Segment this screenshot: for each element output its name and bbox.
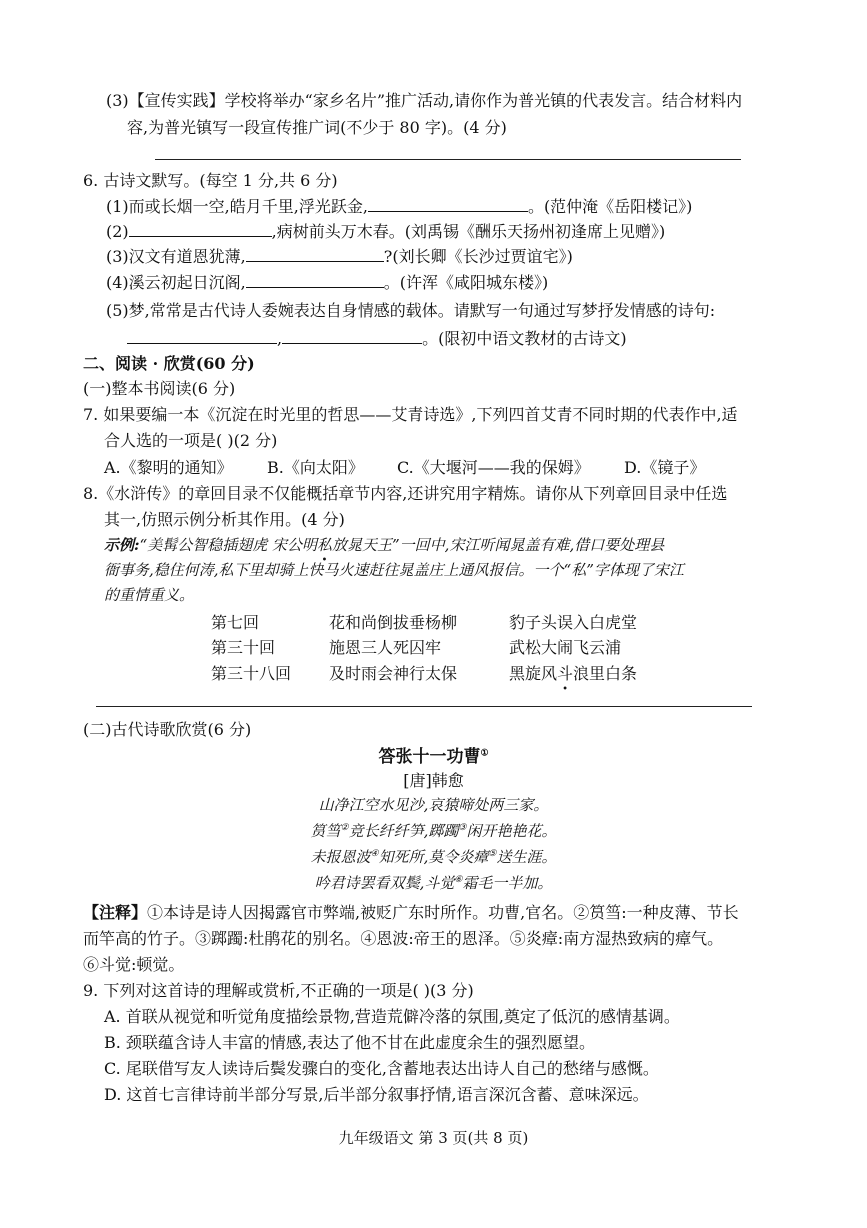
fill-blank[interactable]: [246, 271, 384, 288]
q5-3-line2: 容,为普光镇写一段宣传推广词(不少于 80 字)。(4 分): [127, 118, 507, 137]
chapter-title-a: 花和尚倒拔垂杨柳: [329, 613, 458, 632]
q9-option-d: D. 这首七言律诗前半部分写景,后半部分叙事抒情,语言深沉含蓄、意味深远。: [104, 1085, 649, 1104]
chapter-no: 第七回: [211, 613, 260, 632]
chapter-title-a: 及时雨会神行太保: [329, 664, 458, 683]
q9-option-c: C. 尾联借写友人读诗后鬓发骤白的变化,含蓄地表达出诗人自己的愁绪与感慨。: [104, 1059, 659, 1078]
q7-option-d: D.《镜子》: [624, 458, 706, 477]
section-2-title: 二、阅读 · 欣赏(60 分): [83, 354, 255, 373]
poem-line-2: 筼筜②竞长纤纤笋,踯躅③闲开艳艳花。: [310, 822, 557, 840]
q6-item-4: (4)溪云初起日沉阁, 。(许浑《咸阳城东楼》): [106, 273, 549, 292]
fill-blank[interactable]: [129, 220, 272, 237]
notes-line2: 而竿高的竹子。③踯躅:杜鹃花的别名。④恩波:帝王的恩泽。⑤炎瘴:南方湿热致病的瘴气。: [83, 929, 724, 948]
q9-option-b: B. 颈联蕴含诗人丰富的情感,表达了他不甘在此虚度余生的强烈愿望。: [104, 1033, 596, 1052]
q8-line2: 其一,仿照示例分析其作用。(4 分): [104, 510, 345, 529]
q9-option-a: A. 首联从视觉和听觉角度描绘景物,营造荒僻冷落的氛围,奠定了低沉的感情基调。: [104, 1007, 680, 1026]
section-2-sub-1: (一)整本书阅读(6 分): [83, 379, 236, 398]
chapter-title-a: 施恩三人死囚牢: [329, 638, 442, 657]
fill-blank[interactable]: [246, 245, 384, 262]
fill-blank[interactable]: [368, 195, 528, 212]
poem-author: [唐]韩愈: [403, 771, 464, 790]
chapter-no: 第三十回: [211, 638, 276, 657]
q6-item-5-line2: , 。(限初中语文教材的古诗文): [127, 326, 627, 349]
q9-line1: 9. 下列对这首诗的理解或赏析,不正确的一项是( )(3 分): [83, 981, 474, 1000]
q6-title: 6. 古诗文默写。(每空 1 分,共 6 分): [83, 171, 338, 190]
q8-example-line3: 的重情重义。: [104, 586, 195, 604]
q6-item-5-line1: (5)梦,常常是古代诗人委婉表达自身情感的载体。请默写一句通过写梦抒发情感的诗句:: [106, 301, 716, 320]
chapter-no: 第三十八回: [211, 664, 292, 683]
q7-line1: 7. 如果要编一本《沉淀在时光里的哲思——艾青诗选》,下列四首艾青不同时期的代表作中,适: [83, 405, 738, 424]
q5-3-line1: (3)【宣传实践】学校将举办“家乡名片”推广活动,请你作为普光镇的代表发言。结合材料内: [106, 91, 743, 110]
q8-example-line2: 衙事务,稳住何涛,私下里却骑上快马火速赶往晁盖庄上通风报信。一个“私”字体现了宋江: [104, 561, 684, 579]
q6-item-1: (1)而或长烟一空,皓月千里,浮光跃金, 。(范仲淹《岳阳楼记》): [106, 197, 693, 216]
notes-line3: ⑥斗觉:顿觉。: [83, 955, 185, 974]
answer-line: [96, 706, 752, 707]
chapter-title-b: 武松大闹飞云浦: [509, 638, 622, 657]
q7-option-c: C.《大堰河——我的保姆》: [397, 458, 590, 477]
q7-line2: 合人选的一项是( )(2 分): [104, 431, 278, 450]
page-footer: 九年级语文 第 3 页(共 8 页): [338, 1129, 529, 1147]
section-2-sub-2: (二)古代诗歌欣赏(6 分): [83, 720, 252, 739]
q7-option-a: A.《黎明的通知》: [104, 458, 233, 477]
fill-blank[interactable]: [127, 327, 277, 344]
notes-line1: 【注释】①本诗是诗人因揭露官市弊端,被贬广东时所作。功曹,官名。②筼筜:一种皮薄、节长: [83, 903, 739, 922]
poem-line-4: 吟君诗罢看双鬓,斗觉⑥霜毛一半加。: [314, 874, 553, 892]
q6-item-2: (2) ,病树前头万木春。(刘禹锡《酬乐天扬州初逢席上见赠》): [106, 222, 666, 241]
fill-blank[interactable]: [282, 327, 422, 344]
poem-line-3: 未报恩波④知死所,莫令炎瘴⑤送生涯。: [310, 848, 557, 866]
poem-line-1: 山净江空水见沙,哀猿啼处两三家。: [318, 796, 549, 814]
q7-option-b: B.《向太阳》: [267, 458, 364, 477]
poem-title: 答张十一功曹①: [378, 747, 489, 767]
q8-line1: 8.《水浒传》的章回目录不仅能概括章节内容,还讲究用字精炼。请你从下列章回目录中任选: [83, 484, 728, 503]
q8-example-line1: 示例:“美髯公智稳插翅虎 宋公明私放晁天王”一回中,宋江听闻晁盖有难,借口要处理县: [104, 536, 665, 554]
chapter-title-b: 豹子头误入白虎堂: [509, 613, 638, 632]
q6-item-3: (3)汉文有道恩犹薄, ?(刘长卿《长沙过贾谊宅》): [106, 247, 573, 266]
chapter-title-b: 黑旋风斗浪里白条: [509, 664, 638, 683]
answer-line: [155, 159, 741, 160]
